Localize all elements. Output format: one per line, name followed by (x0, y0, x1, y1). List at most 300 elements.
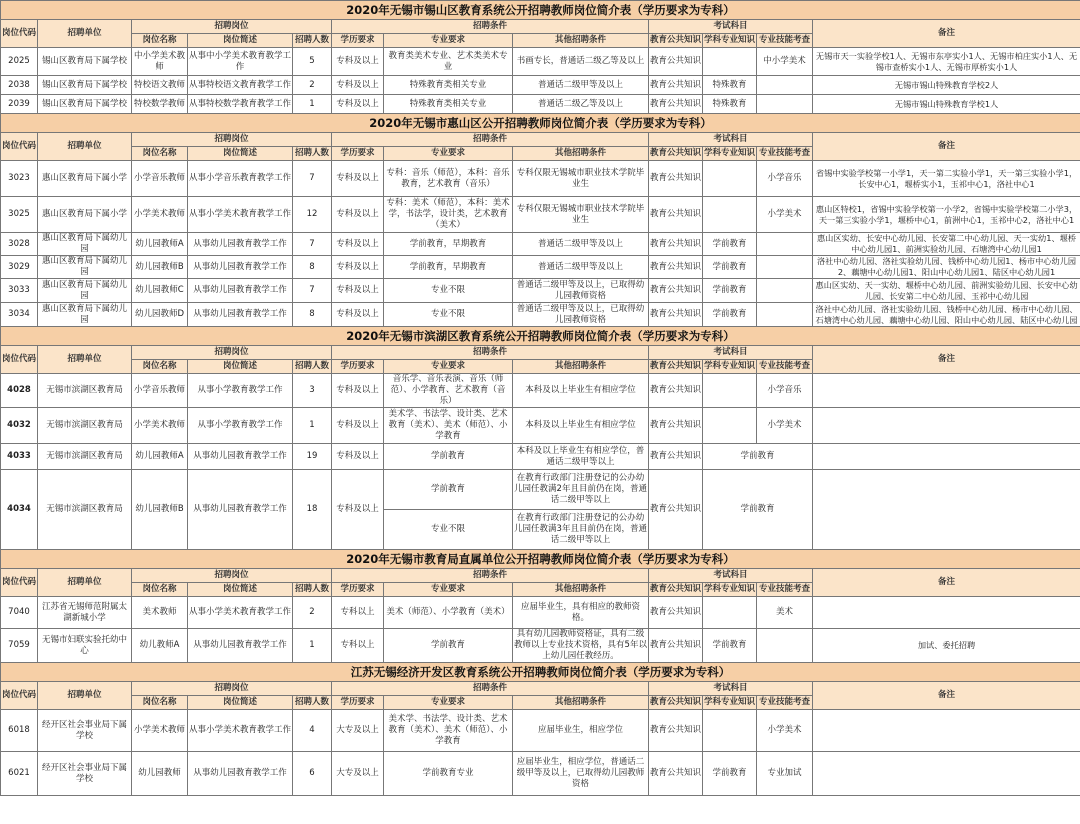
hire-count: 5 (293, 48, 332, 76)
exam-skill: 小学美术 (757, 710, 813, 752)
col-exam1: 教育公共知识 (649, 147, 703, 161)
post-description: 从事特校语文教育教学工作 (188, 76, 293, 95)
exam-general: 教育公共知识 (649, 470, 703, 550)
job-code: 7059 (1, 629, 38, 663)
exam-general: 教育公共知识 (649, 256, 703, 279)
exam-general: 教育公共知识 (649, 95, 703, 114)
col-edu: 学历要求 (332, 696, 384, 710)
col-note: 备注 (813, 133, 1080, 161)
section-title (1, 550, 1080, 569)
exam-skill (757, 233, 813, 256)
other-conditions: 普通话二级甲等及以上 (513, 256, 649, 279)
education-requirement: 专科以上 (332, 629, 384, 663)
major-requirement: 学前教育 (384, 470, 513, 510)
exam-general: 教育公共知识 (649, 444, 703, 470)
job-code: 6018 (1, 710, 38, 752)
section-title-text: 2020年无锡市惠山区公开招聘教师岗位简介表（学历要求为专科） (1, 114, 1080, 133)
exam-subject: 学前教育 (703, 444, 813, 470)
post-description: 从事小学音乐教育教学工作 (188, 161, 293, 197)
education-requirement: 专科及以上 (332, 95, 384, 114)
table-row (1, 161, 1080, 197)
note: 无锡市天一实验学校1人、无锡市东亭实小1人、无锡市柏庄实小1人、无锡市查桥实小1人、无锡市厚桥实小1人 (813, 48, 1080, 76)
col-other: 其他招聘条件 (513, 34, 649, 48)
col-count: 招聘人数 (293, 147, 332, 161)
table-row (1, 597, 1080, 629)
hire-count: 12 (293, 197, 332, 233)
post-description: 从事幼儿园教育教学工作 (188, 279, 293, 303)
table-row (1, 197, 1080, 233)
job-code: 3034 (1, 303, 38, 327)
col-cond-group: 招聘条件 (332, 20, 649, 34)
post-name: 幼儿园教师B (132, 256, 188, 279)
exam-general: 教育公共知识 (649, 597, 703, 629)
hire-count: 7 (293, 161, 332, 197)
exam-skill (757, 303, 813, 327)
col-edu: 学历要求 (332, 583, 384, 597)
major-requirement: 学前教育 (384, 629, 513, 663)
job-code: 4028 (1, 374, 38, 408)
col-post-group: 招聘岗位 (132, 569, 332, 583)
col-cond-group: 招聘条件 (332, 682, 649, 696)
post-name: 幼儿园教师C (132, 279, 188, 303)
job-code: 3033 (1, 279, 38, 303)
col-post-desc: 岗位简述 (188, 360, 293, 374)
col-cond-group: 招聘条件 (332, 569, 649, 583)
education-requirement: 专科及以上 (332, 48, 384, 76)
exam-skill (757, 279, 813, 303)
exam-subject (703, 408, 757, 444)
col-count: 招聘人数 (293, 696, 332, 710)
hire-count: 18 (293, 470, 332, 550)
section-title-text: 江苏无锡经济开发区教育系统公开招聘教师岗位简介表（学历要求为专科） (1, 663, 1080, 682)
exam-general: 教育公共知识 (649, 374, 703, 408)
other-conditions: 普通话二级甲等及以上 (513, 233, 649, 256)
recruiting-unit: 惠山区教育局下属幼儿园 (38, 233, 132, 256)
post-name: 幼儿园教师A (132, 233, 188, 256)
recruiting-unit: 惠山区教育局下属小学 (38, 161, 132, 197)
section-title (1, 663, 1080, 682)
table-row (1, 408, 1080, 444)
major-requirement: 教育类美术专业、艺术类美术专业 (384, 48, 513, 76)
col-count: 招聘人数 (293, 583, 332, 597)
exam-subject: 学前教育 (703, 752, 757, 796)
job-code: 4034 (1, 470, 38, 550)
note: 无锡市锡山特殊教育学校1人 (813, 95, 1080, 114)
recruiting-unit: 经开区社会事业局下属学校 (38, 710, 132, 752)
post-description: 从事特校数学教育教学工作 (188, 95, 293, 114)
col-unit: 招聘单位 (38, 682, 132, 710)
education-requirement: 大专及以上 (332, 752, 384, 796)
section-title-text: 2020年无锡市教育局直属单位公开招聘教师岗位简介表（学历要求为专科） (1, 550, 1080, 569)
col-exam3: 专业技能考查 (757, 360, 813, 374)
recruiting-unit: 锡山区教育局下属学校 (38, 76, 132, 95)
post-name: 小学美术教师 (132, 197, 188, 233)
other-conditions: 具有幼儿园教师资格证，具有二级教师以上专业技术资格，具有5年以上幼儿园任教经历。 (514, 629, 647, 661)
col-major: 专业要求 (384, 583, 513, 597)
post-name: 幼儿园教师B (132, 470, 188, 550)
job-code: 4033 (1, 444, 38, 470)
exam-subject: 学前教育 (703, 256, 757, 279)
exam-general: 教育公共知识 (649, 233, 703, 256)
education-requirement: 专科以上 (332, 597, 384, 629)
recruiting-unit: 惠山区教育局下属小学 (38, 197, 132, 233)
col-exam-group: 考试科目 (649, 682, 813, 696)
recruiting-unit: 无锡市滨湖区教育局 (38, 444, 132, 470)
col-note: 备注 (813, 346, 1080, 374)
table-row (1, 256, 1080, 279)
post-name: 美术教师 (132, 597, 188, 629)
major-requirement: 特殊教育类相关专业 (384, 95, 513, 114)
col-edu: 学历要求 (332, 147, 384, 161)
col-count: 招聘人数 (293, 360, 332, 374)
table-row (1, 629, 1080, 663)
exam-skill (757, 76, 813, 95)
hire-count: 7 (293, 233, 332, 256)
post-name: 幼儿教师A (132, 629, 188, 663)
hire-count: 7 (293, 279, 332, 303)
exam-subject (703, 710, 757, 752)
post-name: 小学美术教师 (132, 710, 188, 752)
exam-general: 教育公共知识 (649, 710, 703, 752)
exam-subject (703, 374, 757, 408)
other-conditions: 专科仅限无锡城市职业技术学院毕业生 (513, 161, 649, 197)
exam-skill (757, 95, 813, 114)
note (813, 710, 1080, 752)
col-count: 招聘人数 (293, 34, 332, 48)
col-exam3: 专业技能考查 (757, 34, 813, 48)
major-requirement: 专科：美术（师范），本科：美术学，书法学，设计类，艺术教育（美术） (384, 197, 513, 233)
recruiting-unit: 惠山区教育局下属幼儿园 (38, 303, 132, 327)
col-major: 专业要求 (384, 147, 513, 161)
other-conditions: 应届毕业生，具有相应的教师资格。 (513, 597, 649, 629)
other-conditions: 普通话二级甲等及以上，已取得幼儿园教师资格 (513, 279, 649, 303)
post-description: 从事幼儿园教育教学工作 (188, 629, 293, 663)
col-other: 其他招聘条件 (513, 360, 649, 374)
education-requirement: 专科及以上 (332, 470, 384, 550)
col-post-group: 招聘岗位 (132, 682, 332, 696)
post-description: 从事幼儿园教育教学工作 (188, 303, 293, 327)
exam-general: 教育公共知识 (649, 752, 703, 796)
note (813, 597, 1080, 629)
col-unit: 招聘单位 (38, 569, 132, 597)
table-row (1, 233, 1080, 256)
col-exam1: 教育公共知识 (649, 360, 703, 374)
col-code: 岗位代码 (1, 346, 38, 374)
col-code: 岗位代码 (1, 569, 38, 597)
education-requirement: 专科及以上 (332, 161, 384, 197)
other-conditions: 在教育行政部门注册登记的公办幼儿园任教满3年且目前仍在岗，普通话二级甲等以上 (513, 510, 649, 550)
note: 惠山区特校1，省锡中实验学校第一小学2，省锡中实验学校第二小学3，天一第三实验小学1，堰桥中心1，前洲中心1，玉祁中心2，洛社中心1 (813, 197, 1080, 233)
note: 惠山区实幼、天一实幼、堰桥中心幼儿园、前洲实验幼儿园、长安中心幼儿园、长安第二中心幼儿园、玉祁中心幼儿园 (813, 279, 1080, 303)
col-other: 其他招聘条件 (513, 696, 649, 710)
col-major: 专业要求 (384, 34, 513, 48)
major-requirement: 学前教育专业 (384, 752, 513, 796)
major-requirement: 专业不限 (384, 510, 513, 550)
other-conditions: 普通话二级甲等及以上，已取得幼儿园教师资格 (513, 303, 649, 327)
table-row (1, 303, 1080, 327)
col-note: 备注 (813, 20, 1080, 48)
exam-subject (703, 197, 757, 233)
post-description: 从事幼儿园教育教学工作 (188, 233, 293, 256)
col-post-group: 招聘岗位 (132, 20, 332, 34)
section-title (1, 114, 1080, 133)
col-unit: 招聘单位 (38, 20, 132, 48)
job-code: 6021 (1, 752, 38, 796)
recruiting-unit: 无锡市滨湖区教育局 (38, 374, 132, 408)
other-conditions: 普通话二级甲等及以上 (513, 76, 649, 95)
major-requirement: 美术学、书法学、设计类、艺术教育（美术）、美术（师范）、小学教育 (384, 710, 513, 752)
exam-general: 教育公共知识 (649, 76, 703, 95)
col-unit: 招聘单位 (38, 133, 132, 161)
major-requirement: 美术学、书法学、设计类、艺术教育（美术）、美术（师范）、小学教育 (384, 408, 513, 444)
other-conditions: 专科仅限无锡城市职业技术学院毕业生 (513, 197, 649, 233)
other-conditions: 应届毕业生，相应学位 (513, 710, 649, 752)
note: 洛社中心幼儿园、洛社实验幼儿园、钱桥中心幼儿园、杨市中心幼儿园、石塘湾中心幼儿园、藕塘中心幼儿园、阳山中心幼儿园、陆区中心幼儿园 (813, 303, 1080, 327)
col-post-group: 招聘岗位 (132, 346, 332, 360)
major-requirement: 专科：音乐（师范），本科：音乐教育，艺术教育（音乐） (384, 161, 513, 197)
recruiting-unit: 无锡市滨湖区教育局 (38, 408, 132, 444)
note: 省锡中实验学校第一小学1，天一第二实验小学1，天一第三实验小学1，长安中心1，堰桥实小1，玉祁中心1，洛社中心1 (813, 161, 1080, 197)
other-conditions: 本科及以上毕业生有相应学位 (513, 374, 649, 408)
exam-general: 教育公共知识 (649, 408, 703, 444)
post-name: 小学音乐教师 (132, 374, 188, 408)
table-row (1, 470, 1080, 510)
table-row (1, 76, 1080, 95)
col-exam-group: 考试科目 (649, 20, 813, 34)
col-exam2: 学科专业知识 (703, 147, 757, 161)
col-exam1: 教育公共知识 (649, 696, 703, 710)
col-major: 专业要求 (384, 360, 513, 374)
major-requirement: 音乐学、音乐表演、音乐（师范）、小学教育、艺术教育（音乐） (384, 374, 513, 408)
job-code: 2038 (1, 76, 38, 95)
exam-subject: 学前教育 (703, 233, 757, 256)
job-code: 3025 (1, 197, 38, 233)
job-code: 2025 (1, 48, 38, 76)
education-requirement: 专科及以上 (332, 444, 384, 470)
col-exam-group: 考试科目 (649, 569, 813, 583)
hire-count: 19 (293, 444, 332, 470)
exam-skill (757, 256, 813, 279)
col-exam2: 学科专业知识 (703, 360, 757, 374)
hire-count: 4 (293, 710, 332, 752)
education-requirement: 专科及以上 (332, 303, 384, 327)
note (813, 470, 1080, 550)
exam-general: 教育公共知识 (649, 279, 703, 303)
education-requirement: 专科及以上 (332, 374, 384, 408)
col-cond-group: 招聘条件 (332, 133, 649, 147)
education-requirement: 专科及以上 (332, 279, 384, 303)
hire-count: 1 (293, 95, 332, 114)
post-name: 幼儿园教师 (132, 752, 188, 796)
table-row (1, 279, 1080, 303)
exam-subject: 学前教育 (703, 303, 757, 327)
post-description: 从事小学美术教育教学工作 (188, 197, 293, 233)
recruiting-unit: 惠山区教育局下属幼儿园 (38, 279, 132, 303)
major-requirement: 专业不限 (384, 303, 513, 327)
post-description: 从事小学美术教育教学工作 (188, 597, 293, 629)
table-body (1, 1, 1080, 796)
col-exam2: 学科专业知识 (703, 34, 757, 48)
exam-skill (757, 629, 813, 663)
col-edu: 学历要求 (332, 34, 384, 48)
post-description: 从事小学美术教育教学工作 (188, 710, 293, 752)
major-requirement: 特殊教育类相关专业 (384, 76, 513, 95)
education-requirement: 专科及以上 (332, 408, 384, 444)
col-edu: 学历要求 (332, 360, 384, 374)
job-code: 4032 (1, 408, 38, 444)
exam-subject: 特殊教育 (703, 95, 757, 114)
recruiting-unit: 经开区社会事业局下属学校 (38, 752, 132, 796)
col-exam-group: 考试科目 (649, 133, 813, 147)
col-exam-group: 考试科目 (649, 346, 813, 360)
col-exam3: 专业技能考查 (757, 147, 813, 161)
education-requirement: 专科及以上 (332, 256, 384, 279)
post-description: 从事小学教育教学工作 (188, 408, 293, 444)
hire-count: 8 (293, 303, 332, 327)
exam-skill: 中小学美术 (757, 48, 813, 76)
col-post-name: 岗位名称 (132, 34, 188, 48)
exam-general: 教育公共知识 (649, 197, 703, 233)
note (813, 444, 1080, 470)
post-description: 从事小学教育教学工作 (188, 374, 293, 408)
post-name: 中小学美术教师 (132, 48, 188, 76)
exam-general: 教育公共知识 (649, 48, 703, 76)
recruiting-unit: 锡山区教育局下属学校 (38, 48, 132, 76)
col-exam3: 专业技能考查 (757, 696, 813, 710)
other-conditions: 书画专长，普通话二级乙等及以上 (513, 48, 649, 76)
header-row (1, 346, 1080, 360)
major-requirement: 学前教育 (384, 444, 513, 470)
major-requirement: 美术（师范）、小学教育（美术） (384, 597, 513, 629)
col-exam2: 学科专业知识 (703, 696, 757, 710)
col-exam1: 教育公共知识 (649, 583, 703, 597)
hire-count: 1 (293, 408, 332, 444)
exam-subject: 学前教育 (703, 470, 813, 550)
col-post-name: 岗位名称 (132, 583, 188, 597)
job-code: 2039 (1, 95, 38, 114)
col-other: 其他招聘条件 (513, 583, 649, 597)
post-name: 幼儿园教师A (132, 444, 188, 470)
table-row (1, 48, 1080, 76)
col-post-desc: 岗位简述 (188, 34, 293, 48)
hire-count: 1 (293, 629, 332, 663)
recruiting-unit: 无锡市妇联实验托幼中心 (38, 629, 132, 663)
col-post-desc: 岗位简述 (188, 583, 293, 597)
recruiting-unit: 惠山区教育局下属幼儿园 (38, 256, 132, 279)
exam-subject: 学前教育 (703, 279, 757, 303)
col-post-desc: 岗位简述 (188, 696, 293, 710)
col-note: 备注 (813, 682, 1080, 710)
post-name: 小学美术教师 (132, 408, 188, 444)
header-row (1, 569, 1080, 583)
post-description: 从事幼儿园教育教学工作 (188, 470, 293, 550)
col-code: 岗位代码 (1, 682, 38, 710)
col-post-name: 岗位名称 (132, 360, 188, 374)
table-row (1, 95, 1080, 114)
table-row (1, 444, 1080, 470)
exam-subject (703, 48, 757, 76)
other-conditions: 本科及以上毕业生有相应学位 (513, 408, 649, 444)
col-major: 专业要求 (384, 696, 513, 710)
col-post-desc: 岗位简述 (188, 147, 293, 161)
header-row (1, 133, 1080, 147)
exam-skill: 专业加试 (757, 752, 813, 796)
section-title-text: 2020年无锡市锡山区教育系统公开招聘教师岗位简介表（学历要求为专科） (1, 1, 1080, 20)
other-conditions: 普通话二级乙等及以上 (513, 95, 649, 114)
job-code: 3028 (1, 233, 38, 256)
header-row (1, 682, 1080, 696)
header-row (1, 20, 1080, 34)
exam-subject: 特殊教育 (703, 76, 757, 95)
job-code: 3023 (1, 161, 38, 197)
recruiting-unit: 锡山区教育局下属学校 (38, 95, 132, 114)
hire-count: 2 (293, 76, 332, 95)
major-requirement: 学前教育，早期教育 (384, 233, 513, 256)
col-note: 备注 (813, 569, 1080, 597)
post-description: 从事幼儿园教育教学工作 (188, 752, 293, 796)
section-title-text: 2020年无锡市滨湖区教育系统公开招聘教师岗位简介表（学历要求为专科） (1, 327, 1080, 346)
col-code: 岗位代码 (1, 133, 38, 161)
note (813, 374, 1080, 408)
hire-count: 6 (293, 752, 332, 796)
exam-general: 教育公共知识 (649, 161, 703, 197)
note: 洛社中心幼儿园、洛社实验幼儿园、钱桥中心幼儿园1、杨市中心幼儿园2、藕塘中心幼儿园1、阳山中心幼儿园1、陆区中心幼儿园1 (813, 256, 1080, 279)
col-unit: 招聘单位 (38, 346, 132, 374)
education-requirement: 专科及以上 (332, 76, 384, 95)
post-description: 从事幼儿园教育教学工作 (188, 256, 293, 279)
section-title (1, 1, 1080, 20)
post-name: 幼儿园教师D (132, 303, 188, 327)
post-name: 特校数学教师 (132, 95, 188, 114)
table-row (1, 752, 1080, 796)
exam-skill: 小学美术 (757, 408, 813, 444)
col-cond-group: 招聘条件 (332, 346, 649, 360)
education-requirement: 大专及以上 (332, 710, 384, 752)
col-exam3: 专业技能考查 (757, 583, 813, 597)
post-name: 特校语文教师 (132, 76, 188, 95)
post-name: 小学音乐教师 (132, 161, 188, 197)
exam-skill: 美术 (757, 597, 813, 629)
job-code: 3029 (1, 256, 38, 279)
col-post-name: 岗位名称 (132, 696, 188, 710)
table-row (1, 374, 1080, 408)
note (813, 752, 1080, 796)
major-requirement: 专业不限 (384, 279, 513, 303)
section-title (1, 327, 1080, 346)
hire-count: 3 (293, 374, 332, 408)
note (813, 408, 1080, 444)
note: 无锡市锡山特殊教育学校2人 (813, 76, 1080, 95)
note: 加试、委托招聘 (813, 629, 1080, 663)
post-description: 从事幼儿园教育教学工作 (188, 444, 293, 470)
other-conditions: 本科及以上毕业生有相应学位，普通话二级甲等以上 (513, 444, 649, 470)
exam-subject (703, 597, 757, 629)
col-exam1: 教育公共知识 (649, 34, 703, 48)
exam-skill: 小学音乐 (757, 374, 813, 408)
post-description: 从事中小学美术教育教学工作 (188, 48, 293, 76)
exam-skill: 小学音乐 (757, 161, 813, 197)
other-conditions: 应届毕业生，相应学位，普通话二级甲等及以上，已取得幼儿园教师资格 (513, 752, 649, 796)
education-requirement: 专科及以上 (332, 233, 384, 256)
col-code: 岗位代码 (1, 20, 38, 48)
exam-subject (703, 161, 757, 197)
hire-count: 8 (293, 256, 332, 279)
recruiting-unit: 江苏省无锡师范附属太湖新城小学 (38, 597, 132, 629)
exam-general: 教育公共知识 (649, 629, 703, 663)
major-requirement: 学前教育，早期教育 (384, 256, 513, 279)
col-post-group: 招聘岗位 (132, 133, 332, 147)
col-other: 其他招聘条件 (513, 147, 649, 161)
